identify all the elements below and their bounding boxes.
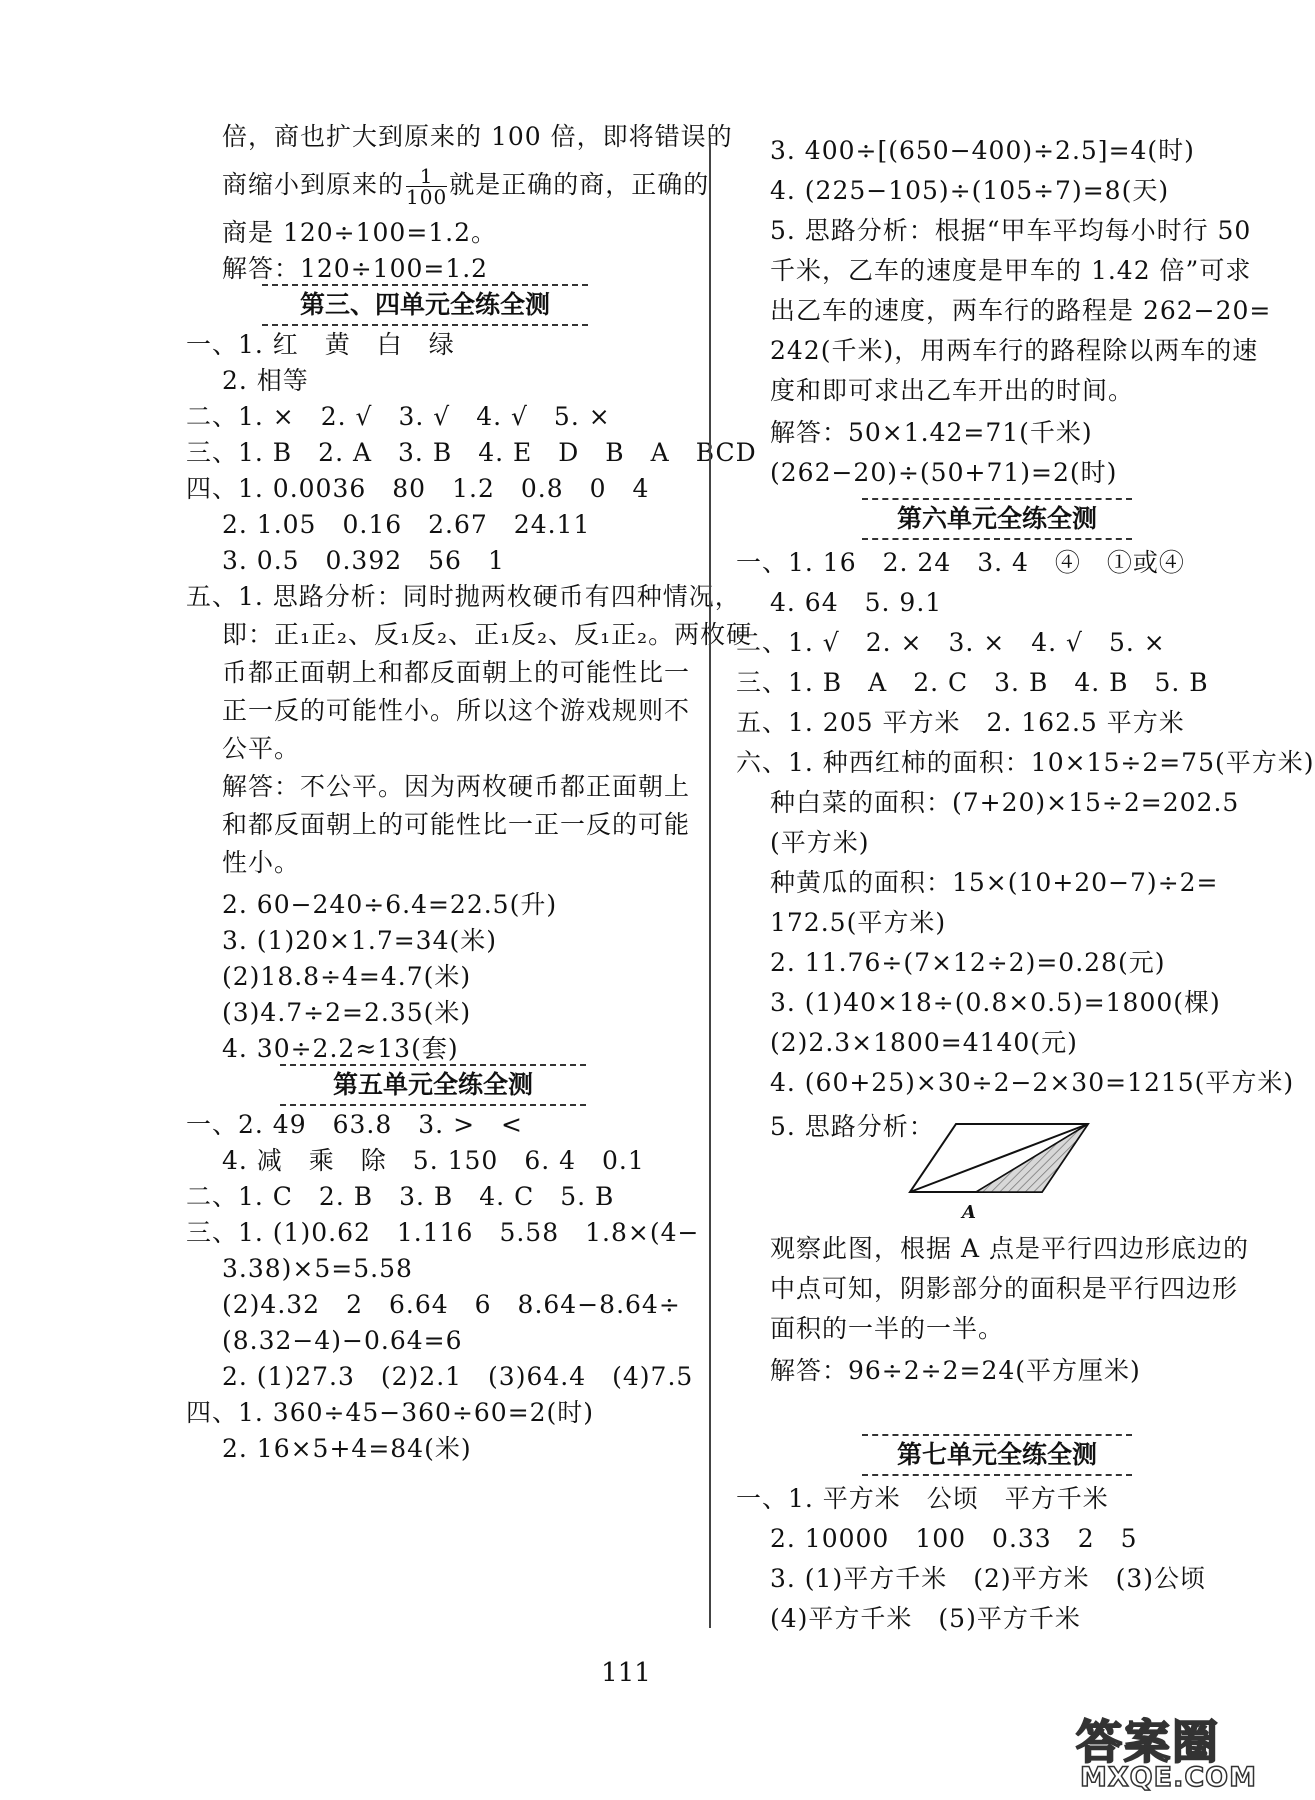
text-line: 即：正₁正₂、反₁反₂、正₁反₂、反₁正₂。两枚硬 xyxy=(222,620,753,649)
section-title-unit-3-4: 第三、四单元全练全测 xyxy=(262,284,588,326)
text-line: 四、1. 360÷45−360÷60=2(时) xyxy=(186,1398,595,1427)
text-line: 倍，商也扩大到原来的 100 倍，即将错误的 xyxy=(222,122,733,151)
watermark-logo xyxy=(1068,1700,1257,1800)
text-line: 242(千米)，用两车行的路程除以两车的速 xyxy=(770,336,1259,365)
text-line: 2. 1.05 0.16 2.67 24.11 xyxy=(222,510,591,539)
text-line: 一、2. 49 63.8 3. > < xyxy=(186,1110,523,1139)
text-line: 4. 30÷2.2≈13(套) xyxy=(222,1034,459,1063)
section-title-unit-6: 第六单元全练全测 xyxy=(862,498,1132,540)
text-line: 面积的一半的一半。 xyxy=(770,1314,1005,1343)
text-line: 中点可知，阴影部分的面积是平行四边形 xyxy=(770,1274,1239,1303)
text-line: 一、1. 红 黄 白 绿 xyxy=(186,330,455,359)
text-line: 种白菜的面积：(7+20)×15÷2=202.5 xyxy=(770,788,1240,817)
text-line: 2. 10000 100 0.33 2 5 xyxy=(770,1524,1138,1553)
text-line: 币都正面朝上和都反面朝上的可能性比一 xyxy=(222,658,691,687)
fraction xyxy=(406,166,447,207)
text-line: 三、1. B A 2. C 3. B 4. B 5. B xyxy=(736,668,1209,697)
text-line: 一、1. 平方米 公顷 平方千米 xyxy=(736,1484,1109,1513)
text-line: 一、1. 16 2. 24 3. 4 ④ ①或④ xyxy=(736,548,1185,577)
text-line: 3. (1)平方千米 (2)平方米 (3)公顷 xyxy=(770,1564,1207,1593)
text-line: 172.5(平方米) xyxy=(770,908,947,937)
text-line: 五、1. 思路分析：同时抛两枚硬币有四种情况， xyxy=(186,582,741,611)
text-line: (2)4.32 2 6.64 6 8.64−8.64÷ xyxy=(222,1290,681,1319)
text-line: 观察此图，根据 A 点是平行四边形底边的 xyxy=(770,1234,1249,1263)
text-line: 性小。 xyxy=(222,848,301,877)
text-line: (8.32−4)−0.64=6 xyxy=(222,1326,463,1355)
text-line: 三、1. (1)0.62 1.116 5.58 1.8×(4− xyxy=(186,1218,700,1247)
text-segment: 就是正确的商，正确的 xyxy=(449,170,710,199)
text-line: 2. 16×5+4=84(米) xyxy=(222,1434,472,1463)
column-divider xyxy=(709,138,711,1628)
text-line: 公平。 xyxy=(222,734,301,763)
text-line: (2)18.8÷4=4.7(米) xyxy=(222,962,472,991)
text-line: 五、1. 205 平方米 2. 162.5 平方米 xyxy=(736,708,1185,737)
point-a-label: A xyxy=(962,1202,976,1223)
text-segment: 商缩小到原来的 xyxy=(222,170,405,199)
text-line: 商是 120÷100=1.2。 xyxy=(222,218,498,247)
text-line: 和都反面朝上的可能性比一正一反的可能 xyxy=(222,810,691,839)
text-line-with-fraction xyxy=(222,166,709,207)
text-line: 四、1. 0.0036 80 1.2 0.8 0 4 xyxy=(186,474,650,503)
watermark-top-text: 答案圈 xyxy=(1076,1715,1220,1769)
text-line: 解答：不公平。因为两枚硬币都正面朝上 xyxy=(222,772,691,801)
text-line: 4. (225−105)÷(105÷7)=8(天) xyxy=(770,176,1170,205)
text-line: 2. 11.76÷(7×12÷2)=0.28(元) xyxy=(770,948,1166,977)
text-line: (4)平方千米 (5)平方千米 xyxy=(770,1604,1081,1633)
text-line: 2. (1)27.3 (2)2.1 (3)64.4 (4)7.5 xyxy=(222,1362,694,1391)
text-line: 3. (1)20×1.7=34(米) xyxy=(222,926,497,955)
text-line: (平方米) xyxy=(770,828,870,857)
parallelogram-figure xyxy=(910,1120,1090,1228)
text-line: 5. 思路分析： xyxy=(770,1112,935,1141)
text-line: 种黄瓜的面积：15×(10+20−7)÷2= xyxy=(770,868,1219,897)
text-line: 六、1. 种西红柿的面积：10×15÷2=75(平方米) xyxy=(736,748,1315,777)
text-line: 解答：120÷100=1.2 xyxy=(222,254,489,283)
page-number: 111 xyxy=(601,1658,651,1688)
watermark-url-text: MXQE.COM xyxy=(1080,1762,1257,1793)
text-line: 4. 减 乘 除 5. 150 6. 4 0.1 xyxy=(222,1146,645,1175)
text-line: 3. 0.5 0.392 56 1 xyxy=(222,546,505,575)
text-line: 度和即可求出乙车开出的时间。 xyxy=(770,376,1135,405)
section-title-unit-7: 第七单元全练全测 xyxy=(862,1434,1132,1476)
text-line: 3.38)×5=5.58 xyxy=(222,1254,413,1283)
section-title-unit-5: 第五单元全练全测 xyxy=(280,1064,586,1106)
text-line: 三、1. B 2. A 3. B 4. E D B A BCD xyxy=(186,438,757,467)
fraction-denominator: 100 xyxy=(406,185,448,209)
text-line: 2. 60−240÷6.4=22.5(升) xyxy=(222,890,558,919)
text-line: 正一反的可能性小。所以这个游戏规则不 xyxy=(222,696,691,725)
text-line: (262−20)÷(50+71)=2(时) xyxy=(770,458,1118,487)
text-line: 4. 64 5. 9.1 xyxy=(770,588,943,617)
text-line: (2)2.3×1800=4140(元) xyxy=(770,1028,1078,1057)
fraction-numerator: 1 xyxy=(406,166,447,187)
text-line: 出乙车的速度，两车行的路程是 262−20= xyxy=(770,296,1272,325)
text-line: (3)4.7÷2=2.35(米) xyxy=(222,998,472,1027)
text-line: 解答：50×1.42=71(千米) xyxy=(770,418,1093,447)
text-line: 3. (1)40×18÷(0.8×0.5)=1800(棵) xyxy=(770,988,1221,1017)
text-line: 二、1. × 2. √ 3. √ 4. √ 5. × xyxy=(186,402,611,431)
text-line: 4. (60+25)×30÷2−2×30=1215(平方米) xyxy=(770,1068,1295,1097)
text-line: 二、1. √ 2. × 3. × 4. √ 5. × xyxy=(736,628,1166,657)
text-line: 2. 相等 xyxy=(222,366,309,395)
text-line: 千米，乙车的速度是甲车的 1.42 倍”可求 xyxy=(770,256,1252,285)
text-line: 解答：96÷2÷2=24(平方厘米) xyxy=(770,1356,1141,1385)
text-line: 5. 思路分析：根据“甲车平均每小时行 50 xyxy=(770,216,1252,245)
text-line: 3. 400÷[(650−400)÷2.5]=4(时) xyxy=(770,136,1195,165)
text-line: 二、1. C 2. B 3. B 4. C 5. B xyxy=(186,1182,615,1211)
